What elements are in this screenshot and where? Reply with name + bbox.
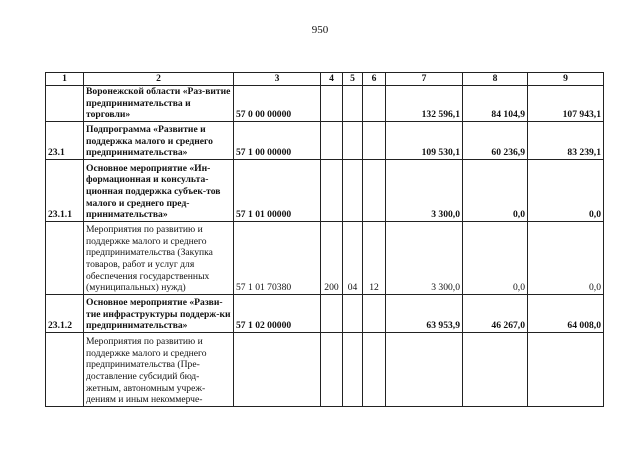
column-header: 5	[343, 73, 363, 86]
row-code: 57 1 00 00000	[234, 121, 321, 159]
row-number	[46, 86, 84, 122]
row-code: 57 0 00 00000	[234, 86, 321, 122]
row-value-7: 132 596,1	[386, 86, 463, 122]
row-value-7: 3 300,0	[386, 221, 463, 294]
row-number	[46, 332, 84, 406]
table-row	[46, 86, 604, 122]
row-col5	[343, 332, 363, 406]
row-col6	[363, 332, 386, 406]
row-number: 23.1.1	[46, 159, 84, 221]
row-value-8: 60 236,9	[463, 121, 528, 159]
row-value-8: 84 104,9	[463, 86, 528, 122]
row-col6	[363, 294, 386, 332]
row-name: Мероприятия по развитию и поддержке малого и среднего предпринимательства (Закупка товаров, работ и услуг для обеспечения государственных (муниципальных) нужд)	[84, 221, 234, 294]
row-value-7: 63 953,9	[386, 294, 463, 332]
row-col4	[321, 121, 343, 159]
row-value-9: 107 943,1	[528, 86, 604, 122]
row-name: Основное мероприятие «Ин-формационная и консульта-ционная поддержка субъек-тов малого и среднего пред-принимательства»	[84, 159, 234, 221]
row-value-9: 83 239,1	[528, 121, 604, 159]
budget-table	[45, 72, 604, 407]
row-name: Подпрограмма «Развитие и поддержка малого и среднего предпринимательства»	[84, 121, 234, 159]
row-value-7: 109 530,1	[386, 121, 463, 159]
row-col5	[343, 121, 363, 159]
row-col4	[321, 86, 343, 122]
row-col4	[321, 332, 343, 406]
row-value-8: 46 267,0	[463, 294, 528, 332]
column-header: 2	[84, 73, 234, 86]
table-row	[46, 121, 604, 159]
row-col6	[363, 86, 386, 122]
row-value-8	[463, 332, 528, 406]
column-header: 9	[528, 73, 604, 86]
row-value-7: 3 300,0	[386, 159, 463, 221]
row-code: 57 1 01 00000	[234, 159, 321, 221]
row-code: 57 1 01 70380	[234, 221, 321, 294]
row-col6: 12	[363, 221, 386, 294]
row-value-7	[386, 332, 463, 406]
row-name: Мероприятия по развитию и поддержке малого и среднего предпринимательства (Пре-доставление субсидий бюд-жетным, автономным учреж-дениям и иным некоммерче-	[84, 332, 234, 406]
column-header: 6	[363, 73, 386, 86]
row-value-8: 0,0	[463, 159, 528, 221]
row-col5	[343, 86, 363, 122]
row-value-9: 0,0	[528, 159, 604, 221]
column-header: 8	[463, 73, 528, 86]
table-header-row	[46, 73, 604, 86]
row-number	[46, 221, 84, 294]
row-value-8: 0,0	[463, 221, 528, 294]
row-name: Воронежской области «Раз-витие предпринимательства и торговли»	[84, 86, 234, 122]
row-col4	[321, 294, 343, 332]
row-col6	[363, 121, 386, 159]
row-col4	[321, 159, 343, 221]
row-col5	[343, 159, 363, 221]
column-header: 4	[321, 73, 343, 86]
column-header: 3	[234, 73, 321, 86]
row-col5: 04	[343, 221, 363, 294]
row-value-9: 64 008,0	[528, 294, 604, 332]
row-name: Основное мероприятие «Разви-тие инфраструктуры поддерж-ки предпринимательства»	[84, 294, 234, 332]
row-col4: 200	[321, 221, 343, 294]
column-header: 1	[46, 73, 84, 86]
row-code: 57 1 02 00000	[234, 294, 321, 332]
row-number: 23.1	[46, 121, 84, 159]
column-header: 7	[386, 73, 463, 86]
table-row	[46, 159, 604, 221]
row-code	[234, 332, 321, 406]
table-row	[46, 294, 604, 332]
row-col5	[343, 294, 363, 332]
row-value-9: 0,0	[528, 221, 604, 294]
row-number: 23.1.2	[46, 294, 84, 332]
row-value-9	[528, 332, 604, 406]
row-col6	[363, 159, 386, 221]
table-row	[46, 221, 604, 294]
page-number: 950	[311, 24, 329, 36]
table-row	[46, 332, 604, 406]
